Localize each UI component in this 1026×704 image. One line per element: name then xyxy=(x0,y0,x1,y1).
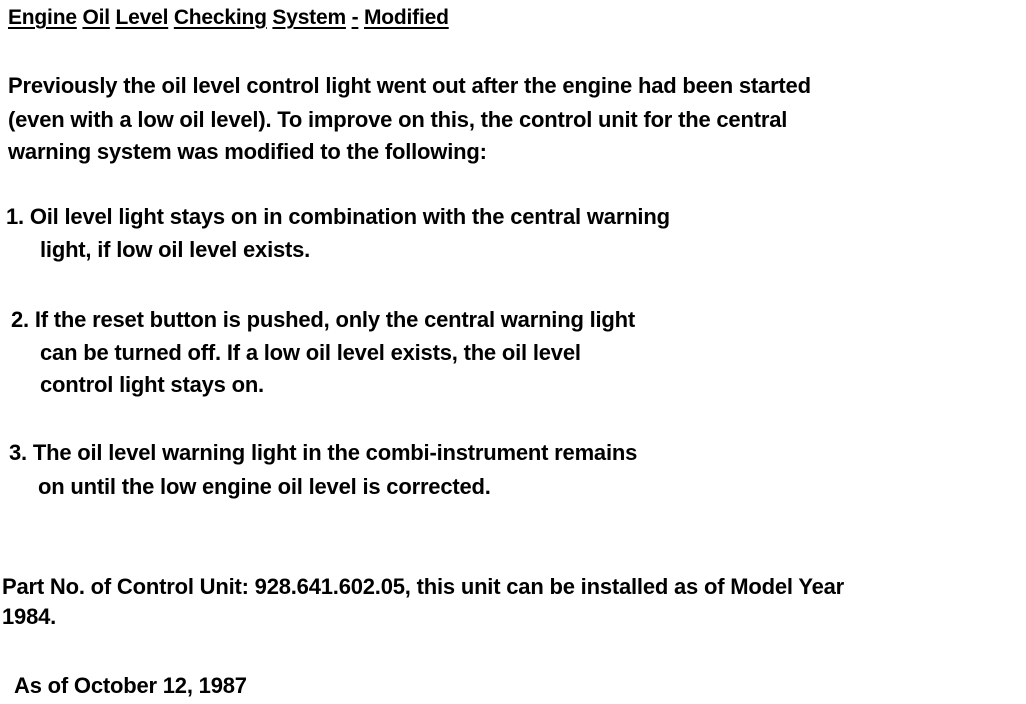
title-word: - xyxy=(351,6,359,29)
list-item-3-continuation: on until the low engine oil level is corrected. xyxy=(38,474,491,499)
list-item-2-line xyxy=(11,372,264,398)
title-word: Modified xyxy=(364,6,449,29)
title-word: Engine xyxy=(8,6,77,29)
title-word: Oil xyxy=(82,6,110,29)
title-word: System xyxy=(272,6,346,29)
list-item-3-line xyxy=(9,474,491,500)
intro-line: (even with a low oil level). To improve on this, the control unit for the central xyxy=(8,107,788,132)
list-item-1-continuation: light, if low oil level exists. xyxy=(40,237,311,262)
part-number-line: Part No. of Control Unit: 928.641.602.05, this unit can be installed as of Model Year xyxy=(2,574,845,599)
list-item-1-line xyxy=(6,237,310,263)
part-number-line: 1984. xyxy=(2,604,57,629)
intro-line: Previously the oil level control light went out after the engine had been started xyxy=(8,73,811,98)
title-word: Level xyxy=(115,6,169,29)
date-note: As of October 12, 1987 xyxy=(14,673,247,698)
list-item-1-line: 1. Oil level light stays on in combination with the central warning xyxy=(6,204,670,229)
list-item-3-line: 3. The oil level warning light in the combi-instrument remains xyxy=(9,440,638,465)
intro-line: warning system was modified to the following: xyxy=(8,139,487,164)
list-item-2-line xyxy=(11,340,581,366)
list-item-2-line: 2. If the reset button is pushed, only the central warning light xyxy=(11,307,636,332)
list-item-2-continuation: can be turned off. If a low oil level exists, the oil level xyxy=(40,340,581,365)
title-word: Checking xyxy=(173,6,267,29)
document-title xyxy=(8,5,449,31)
list-item-2-continuation: control light stays on. xyxy=(40,372,264,397)
